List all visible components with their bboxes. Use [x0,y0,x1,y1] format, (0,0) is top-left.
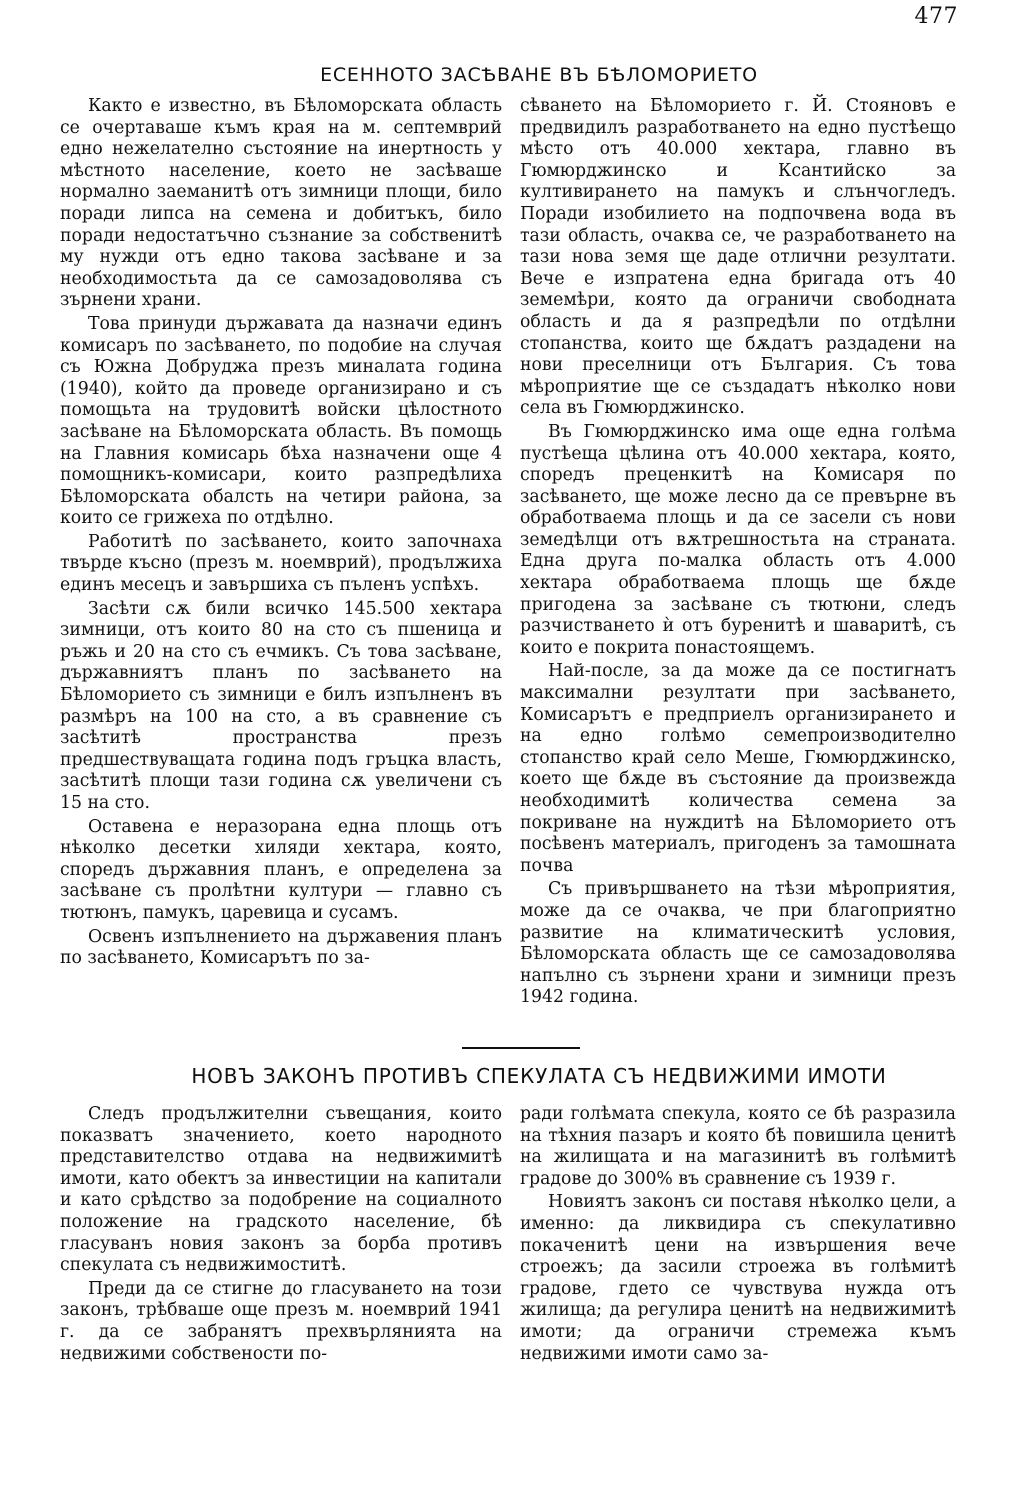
paragraph: Най-после, за да може да се постигнатъ максимални резултати при засѣването, Комисарътъ е предприелъ организирането и на едно голѣмо семепроизводително стопанство край село Меше, Гюмюрджинско, което ще бѫде въ състояние да произвежда необходимитѣ количества семена за покриване на нуждитѣ на Бѣломорието отъ посѣвенъ материалъ, пригоденъ за тамошната почва [520,661,956,876]
article-title-autumn-sowing: ЕСЕННОТО ЗАСѢВАНЕ ВЪ БѢЛОМОРИЕТО [320,64,758,86]
paragraph: Засѣти сѫ били всичко 145.500 хектара зимници, отъ които 80 на сто съ пшеница и ръжь и 20 на сто съ ечмикъ. Съ това засѣване, държавниятъ планъ по засѣването на Бѣломорието съ зимници е билъ изпълненъ въ размѣръ на 100 на сто, а въ сравнение съ засѣтитѣ пространства презъ предшествуващата година подъ гръцка власть, засѣтитѣ площи тази година сѫ увеличени съ 15 на сто. [60,598,502,813]
paragraph: Въ Гюмюрджинско има още една голѣма пустѣеща цѣлина отъ 40.000 хектара, която, споредъ преценкитѣ на Комисаря по засѣването, ще може лесно да се превърне въ обработваема площь и да се засели съ нови земедѣлци отъ вѫтрешностьта на страната. Една друга по-малка область отъ 4.000 хектара обработваема площь ще бѫде пригодена за засѣване съ тютюни, следъ разчистването ѝ отъ буренитѣ и шаваритѣ, съ които е покрита понастоящемъ. [520,421,956,658]
paragraph-continued: сѣването на Бѣломорието г. Й. Стояновъ е предвидилъ разработването на едно пустѣещо мѣсто отъ 40.000 хектара, главно въ Гюмюрджинско и Ксантийско за култивирането на памукъ и слънчогледъ. Поради изобилието на подпочвена вода въ тази область, очаква се, че разработването на тази нова земя ще даде отлични резултати. Вече е изпратена една бригада отъ 40 земемѣри, която да ограничи свободната область и да я разпредѣли по отдѣлни стопанства, които ще бѫдатъ раздадени на нови преселници отъ България. Съ това мѣроприятие ще се създадатъ нѣколко нови села въ Гюмюрджинско. [520,96,956,419]
paragraph-continued: ради голѣмата спекула, която се бѣ разразила на тѣхния пазаръ и която бѣ повишила ценитѣ на жилищата и на магазинитѣ въ голѣмитѣ градове до 300% въ сравнение съ 1939 г. [520,1104,956,1189]
paragraph: Оставена е неразорана една площь отъ нѣколко десетки хиляди хектара, която, споредъ държавния планъ, е определена за засѣване съ пролѣтни култури — главно съ тютюнъ, памукъ, царевица и сусамъ. [60,816,502,923]
article1-right-column [520,96,956,1009]
article2-left-column [60,1104,502,1365]
page-number: 477 [914,4,958,29]
paragraph: Преди да се стигне до гласуването на този законъ, трѣбваше още презъ м. ноемврий 1941 г. да се забранятъ прехвърлянията на недвижими собствености по- [60,1278,502,1364]
paragraph: Работитѣ по засѣването, които започнаха твърде късно (презъ м. ноемврий), продължиха единъ месецъ и завършиха съ пъленъ успѣхъ. [60,531,502,596]
article-title-new-law: НОВЪ ЗАКОНЪ ПРОТИВЪ СПЕКУЛАТА СЪ НЕДВИЖИМИ ИМОТИ [191,1064,887,1088]
article2-right-column [520,1104,956,1365]
paragraph: Следъ продължителни съвещания, които показватъ значението, което народното представителство отдава на недвижимитѣ имоти, като обектъ за инвестиции на капитали и като срѣдство за подобрение на социалното положение на градското население, бѣ гласуванъ новия законъ за борба противъ спекулата съ недвижимоститѣ. [60,1104,502,1276]
paragraph: Това принуди държавата да назначи единъ комисаръ по засѣването, по подобие на случая съ Южна Добруджа презъ миналата година (1940), който да проведе организирано и съ помощьта на трудовитѣ войски цѣлостното засѣване на Бѣломорската область. Въ помощь на Главния комисарь бѣха назначени още 4 помощникъ-комисари, които разпредѣлиха Бѣломорската обалсть на четири района, за които се грижеха по отдѣлно. [60,313,502,529]
paragraph: Съ привършването на тѣзи мѣроприятия, може да се очаква, че при благоприятно развитие на климатическитѣ условия, Бѣломорската область ще се самозадоволява напълно съ зърнени храни и зимници презъ 1942 година. [520,879,956,1008]
paragraph: Новиятъ законъ си поставя нѣколко цели, а именно: да ликвидира съ спекулативно покаченитѣ цени на извършения вече строежъ; да засили строежа въ голѣмитѣ градове, гдето се чувствува нужда отъ жилища; да регулира ценитѣ на недвижимитѣ имоти; да ограничи стремежа къмъ недвижими имоти само за- [520,1192,956,1364]
section-divider [462,1047,580,1049]
article1-left-column [60,96,502,970]
paragraph: Освенъ изпълнението на държавения планъ по засѣването, Комисарътъ по за- [60,926,502,969]
paragraph: Както е известно, въ Бѣломорската область се очертаваше къмъ края на м. септемврий едно нежелателно състояние на инертность у мѣстното население, което не засѣваше нормално заеманитѣ отъ зимници площи, било поради липса на семена и добитъкъ, било поради недостатъчно съзнание за собственитѣ му нужди отъ едно такова засѣване и за необходимостьта да се самозадоволява съ зърнени храни. [60,96,502,311]
